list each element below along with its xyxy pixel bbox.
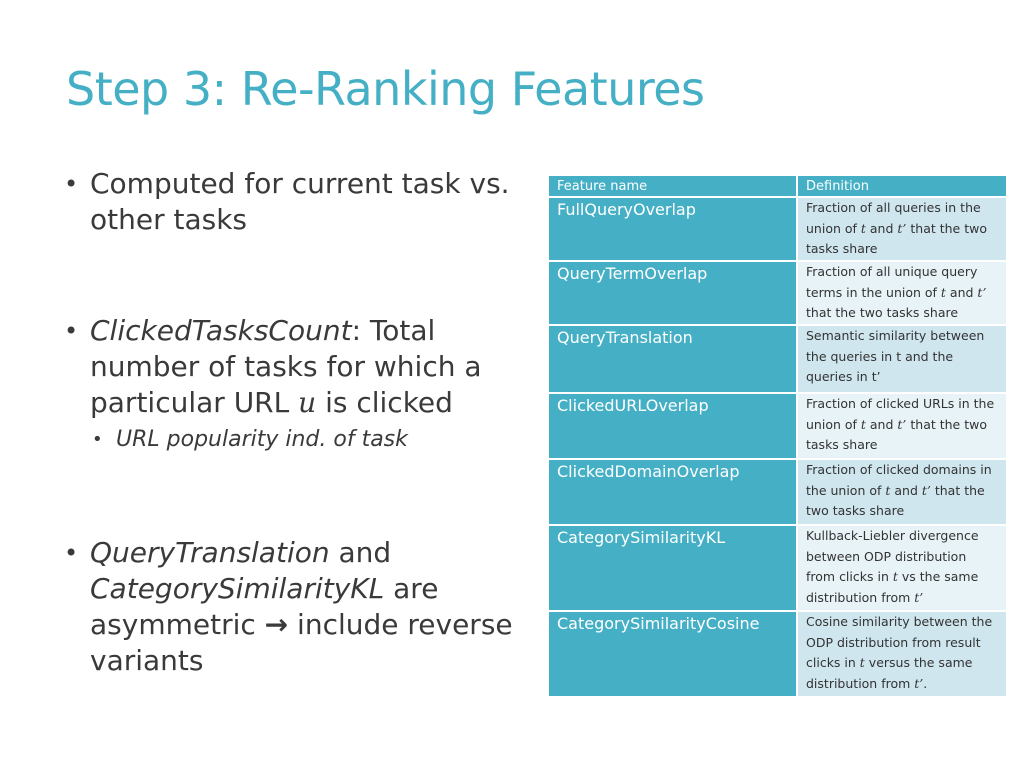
colon: : [351,314,362,347]
table-header-row [549,176,1006,197]
feature-name-cell: CategorySimilarityCosine [549,611,797,697]
column-header-definition: Definition [797,176,1006,197]
bullet-dot: • [64,170,79,198]
bullet-text: is clicked [316,386,453,419]
definition-cell: Fraction of all unique query terms in the union of t and t’ that the two tasks share [797,261,1006,325]
bullet-text: are asymmetric [90,572,439,641]
feature-name-cell: CategorySimilarityKL [549,525,797,611]
table-row [549,393,1006,459]
bullet-asymmetric [62,535,542,679]
term-query-translation: QueryTranslation [90,536,330,569]
bullet-list [62,166,542,679]
table-row [549,197,1006,261]
bullet-dot: • [64,317,79,345]
feature-name-cell: FullQueryOverlap [549,197,797,261]
bullet-text: and [329,536,392,569]
table-row [549,325,1006,393]
feature-name-cell: QueryTranslation [549,325,797,393]
math-variable-u: u [298,386,317,419]
bullet-dot: • [92,429,103,450]
sub-bullet-url-popularity [62,425,542,455]
table-row [549,261,1006,325]
definition-cell: Semantic similarity between the queries in t and the queries in t’ [797,325,1006,393]
table-row [549,525,1006,611]
feature-name-cell: ClickedURLOverlap [549,393,797,459]
features-table [549,176,1006,698]
feature-name-cell: QueryTermOverlap [549,261,797,325]
slide-title: Step 3: Re-Ranking Features [66,62,705,116]
bullet-clicked-tasks-count [62,313,542,421]
definition-cell: Fraction of clicked URLs in the union of t and t’ that the two tasks share [797,393,1006,459]
term-category-similarity-kl: CategorySimilarityKL [90,572,385,605]
sub-bullet-text: URL popularity ind. of task [116,427,408,452]
term-clicked-tasks-count: ClickedTasksCount [90,314,352,347]
bullet-dot: • [64,539,79,567]
right-arrow-icon: → [264,608,289,641]
table-row [549,611,1006,697]
definition-cell: Fraction of clicked domains in the union of t and t’ that the two tasks share [797,459,1006,525]
table-row [549,459,1006,525]
feature-name-cell: ClickedDomainOverlap [549,459,797,525]
bullet-computed [62,166,542,238]
definition-cell: Cosine similarity between the ODP distribution from result clicks in t versus the same distribution from t’. [797,611,1006,697]
definition-cell: Fraction of all queries in the union of t and t’ that the two tasks share [797,197,1006,261]
definition-cell: Kullback-Liebler divergence between ODP distribution from clicks in t vs the same distribution from t’ [797,525,1006,611]
bullet-text: Computed for current task vs. other tasks [90,167,510,236]
column-header-feature-name: Feature name [549,176,797,197]
bullet-text: include reverse variants [90,608,513,677]
bullet-text: Total number of tasks for which a particular URL [90,314,482,419]
